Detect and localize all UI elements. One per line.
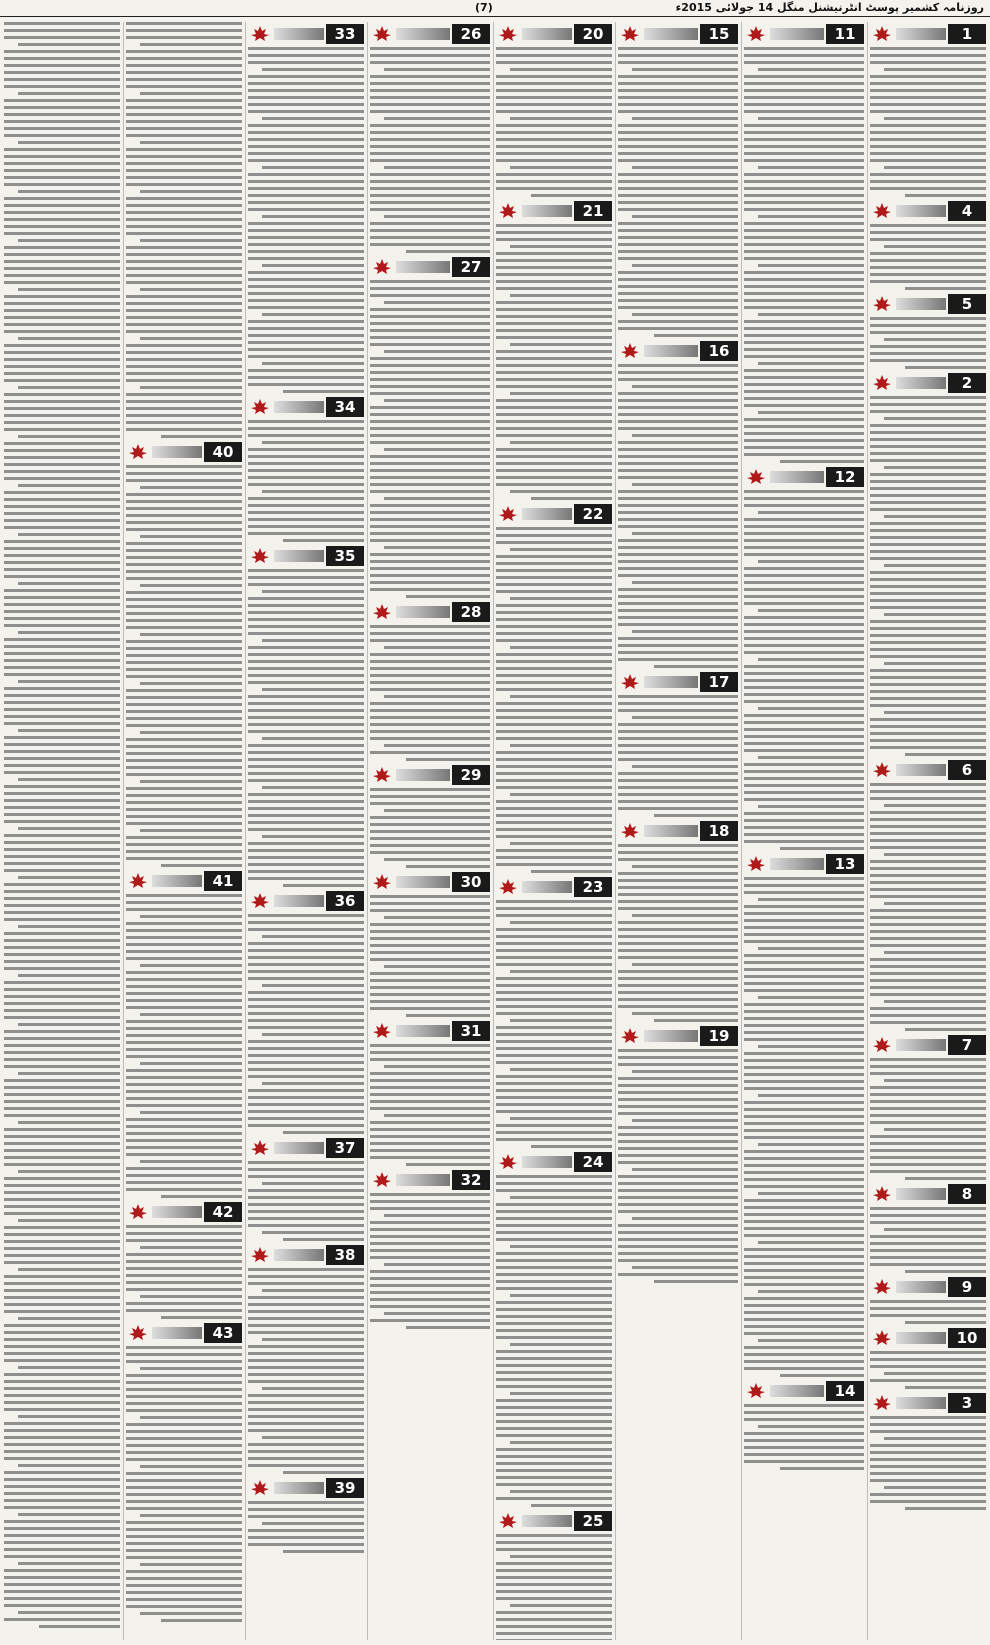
maple-leaf-icon: [620, 342, 640, 360]
news-item: [496, 1152, 612, 1507]
maple-leaf-icon: [498, 202, 518, 220]
maple-leaf-icon: [872, 25, 892, 43]
date-line: روزنامہ کشمیر پوسٹ انٹرنیشنل منگل 14 جولائی 2015ء: [675, 1, 984, 14]
news-item: [248, 1478, 364, 1553]
header-gradient-bar: [274, 550, 324, 562]
article-text: [496, 1175, 612, 1507]
item-number-header: [370, 1021, 490, 1041]
maple-leaf-icon: [620, 25, 640, 43]
article-text: [618, 1049, 738, 1283]
header-gradient-bar: [770, 471, 824, 483]
article-text: [496, 527, 612, 873]
article-text: [126, 22, 242, 438]
header-gradient-bar: [644, 345, 698, 357]
column-5: [370, 22, 490, 1640]
item-number-header: [248, 1478, 364, 1498]
news-item: [618, 821, 738, 1022]
item-number: 42: [204, 1202, 242, 1222]
maple-leaf-icon: [372, 1022, 392, 1040]
item-number: 37: [326, 1138, 364, 1158]
header-gradient-bar: [896, 205, 946, 217]
maple-leaf-icon: [746, 855, 766, 873]
item-number: 21: [574, 201, 612, 221]
article-text: [870, 1416, 986, 1510]
article-text: [744, 877, 864, 1377]
news-item: [618, 24, 738, 337]
header-gradient-bar: [522, 205, 572, 217]
article-text: [496, 224, 612, 500]
news-item: [496, 201, 612, 500]
maple-leaf-icon: [250, 892, 270, 910]
item-number: 40: [204, 442, 242, 462]
header-gradient-bar: [770, 1385, 824, 1397]
item-number-header: [126, 442, 242, 462]
item-number: 1: [948, 24, 986, 44]
item-number: 33: [326, 24, 364, 44]
maple-leaf-icon: [498, 505, 518, 523]
item-number: 30: [452, 872, 490, 892]
news-item: [496, 504, 612, 873]
news-item: [248, 397, 364, 542]
maple-leaf-icon: [872, 1036, 892, 1054]
news-item: [870, 1184, 986, 1273]
header-gradient-bar: [396, 261, 450, 273]
item-number: 27: [452, 257, 490, 277]
item-number-header: [870, 294, 986, 314]
news-item: [870, 1328, 986, 1389]
article-text: [248, 1501, 364, 1553]
header-gradient-bar: [396, 769, 450, 781]
news-item: [248, 24, 364, 393]
column-4: [496, 22, 612, 1640]
item-number-header: [496, 1511, 612, 1531]
column-6: [248, 22, 364, 1640]
article-text: [618, 47, 738, 337]
item-number: 2: [948, 373, 986, 393]
maple-leaf-icon: [620, 1027, 640, 1045]
item-number-header: [248, 1245, 364, 1265]
news-item: [248, 891, 364, 1134]
item-number: 19: [700, 1026, 738, 1046]
header-gradient-bar: [522, 881, 572, 893]
news-item: [870, 373, 986, 756]
header-gradient-bar: [770, 28, 824, 40]
article-text: [4, 22, 120, 1628]
news-item: [370, 872, 490, 1017]
news-item: [744, 1381, 864, 1470]
maple-leaf-icon: [872, 761, 892, 779]
header-gradient-bar: [396, 876, 450, 888]
header-gradient-bar: [896, 1039, 946, 1051]
article-text: [744, 490, 864, 850]
article-text: [618, 364, 738, 668]
maple-leaf-icon: [128, 1203, 148, 1221]
article-text: [370, 47, 490, 253]
item-number: 9: [948, 1277, 986, 1297]
article-text: [870, 1207, 986, 1273]
item-number-header: [370, 602, 490, 622]
article-text: [126, 1346, 242, 1622]
item-number-header: [744, 467, 864, 487]
maple-leaf-icon: [372, 873, 392, 891]
item-number-header: [618, 24, 738, 44]
header-gradient-bar: [896, 1332, 946, 1344]
article-text: [870, 1058, 986, 1180]
item-number-header: [618, 341, 738, 361]
article-text: [370, 1044, 490, 1166]
news-item: [126, 442, 242, 867]
maple-leaf-icon: [498, 1512, 518, 1530]
news-item: [370, 257, 490, 598]
article-text: [126, 1225, 242, 1319]
item-number-header: [248, 1138, 364, 1158]
header-gradient-bar: [896, 377, 946, 389]
news-item: [870, 294, 986, 369]
article-text: [248, 569, 364, 887]
header-gradient-bar: [396, 606, 450, 618]
item-number-header: [126, 1323, 242, 1343]
header-gradient-bar: [152, 1206, 202, 1218]
item-number-header: [496, 877, 612, 897]
maple-leaf-icon: [250, 25, 270, 43]
item-number: 20: [574, 24, 612, 44]
item-number-header: [744, 1381, 864, 1401]
article-text: [618, 695, 738, 817]
maple-leaf-icon: [498, 1153, 518, 1171]
article-text: [248, 47, 364, 393]
maple-leaf-icon: [128, 443, 148, 461]
maple-leaf-icon: [250, 1139, 270, 1157]
header-gradient-bar: [770, 858, 824, 870]
item-number: 25: [574, 1511, 612, 1531]
article-text: [248, 1268, 364, 1474]
item-number-header: [248, 24, 364, 44]
article-text: [618, 844, 738, 1022]
item-number: 43: [204, 1323, 242, 1343]
maple-leaf-icon: [872, 1329, 892, 1347]
column-3: [618, 22, 738, 1640]
maple-leaf-icon: [372, 258, 392, 276]
article-text: [496, 1534, 612, 1640]
item-number: 22: [574, 504, 612, 524]
item-number: 24: [574, 1152, 612, 1172]
article-text: [370, 625, 490, 761]
article-text: [248, 420, 364, 542]
news-item: [370, 602, 490, 761]
item-number-header: [496, 201, 612, 221]
article-text: [248, 1161, 364, 1241]
header-gradient-bar: [274, 28, 324, 40]
item-number: 29: [452, 765, 490, 785]
news-item: [496, 24, 612, 197]
header-gradient-bar: [644, 676, 698, 688]
item-number: 11: [826, 24, 864, 44]
news-item: [370, 1021, 490, 1166]
news-item: [618, 1026, 738, 1283]
news-item: [248, 546, 364, 887]
item-number-header: [370, 24, 490, 44]
item-number: 7: [948, 1035, 986, 1055]
item-number-header: [248, 397, 364, 417]
maple-leaf-icon: [620, 822, 640, 840]
item-number-header: [370, 257, 490, 277]
item-number: 32: [452, 1170, 490, 1190]
news-item: [870, 201, 986, 290]
item-number-header: [248, 546, 364, 566]
article-text: [744, 47, 864, 463]
item-number: 10: [948, 1328, 986, 1348]
item-number: 13: [826, 854, 864, 874]
maple-leaf-icon: [250, 398, 270, 416]
item-number-header: [870, 1035, 986, 1055]
header-gradient-bar: [152, 1327, 202, 1339]
column-divider: [367, 22, 368, 1640]
news-item: [126, 1202, 242, 1319]
news-item: [744, 24, 864, 463]
maple-leaf-icon: [250, 1246, 270, 1264]
header-gradient-bar: [274, 895, 324, 907]
item-number-header: [618, 1026, 738, 1046]
column-divider: [245, 22, 246, 1640]
maple-leaf-icon: [872, 1185, 892, 1203]
header-gradient-bar: [896, 28, 946, 40]
header-gradient-bar: [396, 1174, 450, 1186]
header-gradient-bar: [896, 1281, 946, 1293]
item-number: 17: [700, 672, 738, 692]
column-divider: [741, 22, 742, 1640]
article-text: [870, 47, 986, 197]
page-header: [0, 0, 990, 17]
item-number-header: [870, 1328, 986, 1348]
article-text: [248, 914, 364, 1134]
header-gradient-bar: [274, 1482, 324, 1494]
maple-leaf-icon: [872, 1394, 892, 1412]
item-number: 3: [948, 1393, 986, 1413]
item-number: 36: [326, 891, 364, 911]
article-text: [370, 280, 490, 598]
item-number-header: [744, 854, 864, 874]
column-divider: [493, 22, 494, 1640]
maple-leaf-icon: [372, 1171, 392, 1189]
news-item: [248, 1245, 364, 1474]
maple-leaf-icon: [498, 25, 518, 43]
header-gradient-bar: [644, 825, 698, 837]
item-number-header: [870, 760, 986, 780]
article-text: [870, 317, 986, 369]
maple-leaf-icon: [872, 1278, 892, 1296]
news-item: [870, 1035, 986, 1180]
article-text: [870, 224, 986, 290]
item-number-header: [870, 24, 986, 44]
item-number-header: [496, 1152, 612, 1172]
item-number-header: [870, 1184, 986, 1204]
news-item: [496, 877, 612, 1148]
item-number-header: [248, 891, 364, 911]
item-number: 41: [204, 871, 242, 891]
header-gradient-bar: [522, 28, 572, 40]
item-number: 28: [452, 602, 490, 622]
header-gradient-bar: [152, 875, 202, 887]
news-item: [126, 871, 242, 1198]
news-item: [248, 1138, 364, 1241]
item-number-header: [870, 201, 986, 221]
item-number: 15: [700, 24, 738, 44]
item-number: 14: [826, 1381, 864, 1401]
item-number-header: [496, 504, 612, 524]
item-number-header: [370, 765, 490, 785]
article-text: [370, 1193, 490, 1329]
news-item: [126, 1323, 242, 1622]
maple-leaf-icon: [250, 1479, 270, 1497]
item-number-header: [870, 1277, 986, 1297]
item-number: 6: [948, 760, 986, 780]
news-item: [496, 1511, 612, 1640]
news-item: [370, 1170, 490, 1329]
maple-leaf-icon: [372, 603, 392, 621]
item-number: 39: [326, 1478, 364, 1498]
header-gradient-bar: [644, 28, 698, 40]
maple-leaf-icon: [872, 374, 892, 392]
news-item: [370, 24, 490, 253]
maple-leaf-icon: [372, 25, 392, 43]
news-item: [744, 854, 864, 1377]
maple-leaf-icon: [498, 878, 518, 896]
item-number: 38: [326, 1245, 364, 1265]
maple-leaf-icon: [128, 872, 148, 890]
item-number: 12: [826, 467, 864, 487]
article-text: [870, 783, 986, 1031]
header-gradient-bar: [896, 1188, 946, 1200]
item-number-header: [618, 821, 738, 841]
maple-leaf-icon: [250, 547, 270, 565]
header-gradient-bar: [896, 298, 946, 310]
item-number-header: [126, 871, 242, 891]
header-gradient-bar: [522, 508, 572, 520]
item-number-header: [370, 872, 490, 892]
item-number: 5: [948, 294, 986, 314]
column-8: [4, 22, 120, 1640]
article-text: [496, 47, 612, 197]
item-number: 34: [326, 397, 364, 417]
header-gradient-bar: [274, 1249, 324, 1261]
news-item: [618, 672, 738, 817]
header-gradient-bar: [396, 1025, 450, 1037]
article-text: [370, 895, 490, 1017]
item-number-header: [618, 672, 738, 692]
maple-leaf-icon: [746, 468, 766, 486]
maple-leaf-icon: [372, 766, 392, 784]
maple-leaf-icon: [128, 1324, 148, 1342]
column-7: [126, 22, 242, 1640]
maple-leaf-icon: [872, 202, 892, 220]
article-text: [870, 396, 986, 756]
header-gradient-bar: [274, 401, 324, 413]
header-gradient-bar: [396, 28, 450, 40]
item-number: 26: [452, 24, 490, 44]
news-item: [370, 765, 490, 868]
item-number-header: [870, 373, 986, 393]
item-number-header: [496, 24, 612, 44]
item-number: 31: [452, 1021, 490, 1041]
maple-leaf-icon: [746, 25, 766, 43]
item-number: 18: [700, 821, 738, 841]
article-text: [370, 788, 490, 868]
header-gradient-bar: [896, 764, 946, 776]
item-number-header: [370, 1170, 490, 1190]
news-item: [870, 1393, 986, 1510]
article-text: [496, 900, 612, 1148]
article-text: [870, 1351, 986, 1389]
item-number: 16: [700, 341, 738, 361]
column-1: [870, 22, 986, 1640]
news-item: [744, 467, 864, 850]
header-gradient-bar: [522, 1156, 572, 1168]
maple-leaf-icon: [620, 673, 640, 691]
column-2: [744, 22, 864, 1640]
article-text: [744, 1404, 864, 1470]
header-gradient-bar: [522, 1515, 572, 1527]
item-number: 4: [948, 201, 986, 221]
header-gradient-bar: [644, 1030, 698, 1042]
item-number: 8: [948, 1184, 986, 1204]
maple-leaf-icon: [872, 295, 892, 313]
news-item: [870, 760, 986, 1031]
item-number-header: [870, 1393, 986, 1413]
news-item: [870, 1277, 986, 1324]
column-divider: [615, 22, 616, 1640]
article-text: [126, 465, 242, 867]
article-text: [870, 1300, 986, 1324]
item-number: 23: [574, 877, 612, 897]
page-number: (7): [475, 1, 493, 14]
header-gradient-bar: [274, 1142, 324, 1154]
news-item: [870, 24, 986, 197]
column-divider: [867, 22, 868, 1640]
article-text: [126, 894, 242, 1198]
item-number: 35: [326, 546, 364, 566]
item-number-header: [126, 1202, 242, 1222]
item-number-header: [744, 24, 864, 44]
column-divider: [123, 22, 124, 1640]
header-gradient-bar: [152, 446, 202, 458]
maple-leaf-icon: [746, 1382, 766, 1400]
news-item: [618, 341, 738, 668]
header-gradient-bar: [896, 1397, 946, 1409]
